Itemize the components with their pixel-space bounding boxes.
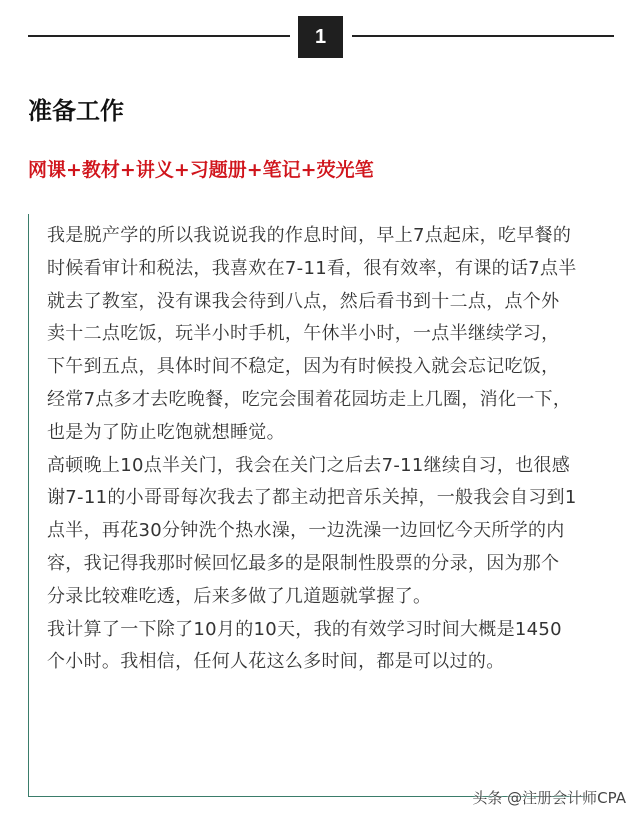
section-header [0,16,640,62]
section-number-badge: 1 [298,16,343,58]
divider-left [28,35,290,37]
materials-list: 网课+教材+讲义+习题册+笔记+荧光笔 [28,159,374,181]
paragraph-night-study: 高顿晚上10点半关门，我会在关门之后去7-11继续自习，也很感谢7-11的小哥哥每次我去了都主动把音乐关掉，一般我会自习到1点半，再花30分钟洗个热水澡，一边洗澡一边回忆今天所学的内容，我记得我那时候回忆最多的是限制性股票的分录，因为那个分录比较难吃透，后来多做了几道题就掌握了。 [47,454,577,607]
divider-right [352,35,614,37]
paragraph-schedule: 我是脱产学的所以我说说我的作息时间，早上7点起床，吃早餐的时候看审计和税法，我喜欢在7-11看，很有效率，有课的话7点半就去了教室，没有课我会待到八点，然后看书到十二点，点个外卖十二点吃饭，玩半小时手机，午休半小时，一点半继续学习，下午到五点，具体时间不稳定，因为有时候投入就会忘记吃饭，经常7点多才去吃晚餐，吃完会围着花园坊走上几圈，消化一下，也是为了防止吃饱就想睡觉。 [47,225,577,443]
paragraph-total-hours: 我计算了一下除了10月的10天，我的有效学习时间大概是1450个小时。我相信，任何人花这么多时间，都是可以过的。 [47,618,562,673]
section-title: 准备工作 [28,97,124,125]
watermark: 头条 @注册会计师CPA [472,789,626,807]
quote-block [28,214,589,797]
